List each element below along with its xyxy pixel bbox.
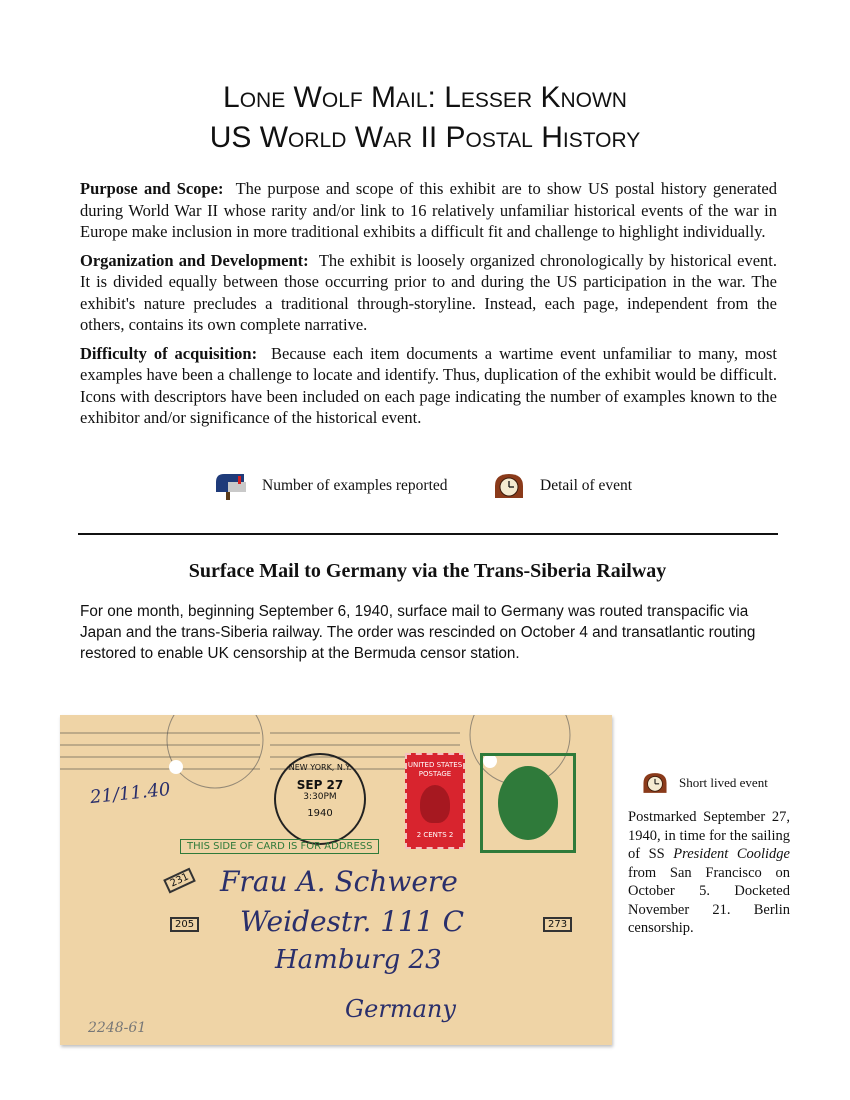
clock-icon (492, 472, 526, 500)
stamp-value: 2 CENTS 2 (416, 831, 454, 839)
postmark-year: 1940 (307, 808, 333, 819)
difficulty-paragraph (80, 343, 777, 429)
sidebar-text-end: from San Francisco on October 5. Docketed November 21. Berlin censorship. (628, 864, 790, 936)
difficulty-label: Difficulty of acquisition: (80, 343, 258, 363)
short-lived-event-legend (641, 770, 768, 796)
mailbox-icon (214, 472, 248, 500)
clock-icon (641, 770, 669, 796)
title-line-1: Lone Wolf Mail: Lesser Known (223, 81, 627, 114)
addressee-city: Hamburg 23 (275, 945, 442, 975)
address-side-banner: THIS SIDE OF CARD IS FOR ADDRESS (180, 839, 379, 854)
section-description: For one month, beginning September 6, 1940, surface mail to Germany was routed transpacific via Japan and the trans-Siberia railway. The order was rescinded on October 4 and transatlantic routing restored to enable UK censorship at the Bermuda censor station. (80, 603, 756, 662)
legend-item-examples (214, 472, 448, 500)
organization-label: Organization and Development: (80, 250, 309, 270)
legend-detail-label: Detail of event (540, 477, 633, 494)
short-lived-label: Short lived event (679, 775, 768, 790)
purpose-paragraph (80, 178, 777, 243)
postmark (274, 753, 366, 845)
postal-card-image (60, 715, 612, 1045)
legend-examples-label: Number of examples reported (262, 477, 448, 494)
ship-name: President Coolidge (673, 846, 790, 862)
stamp-text: UNITED STATES POSTAGE (407, 761, 463, 778)
purpose-label: Purpose and Scope: (80, 179, 224, 198)
purpose-text: The purpose and scope of this exhibit are to show US postal history generated during World War II whose rarity and/or link to 16 relatively unfamiliar historical events of the war in Europe make inclusion in more traditional exhibits a difficult fit and challenge to highlight individually. (80, 179, 778, 241)
intro-section (80, 178, 777, 436)
sidebar-text-start: Postmarked September 27, 1940, in time for the sailing of SS (628, 809, 790, 862)
sidebar-description (628, 808, 790, 938)
section-title: Surface Mail to Germany via the Trans-Siberia Railway (188, 560, 667, 582)
docket-note: 21/11.40 (89, 778, 172, 809)
difficulty-text: Because each item documents a wartime event unfamiliar to many, most examples have been a challenge to locate and identify. Thus, duplication of the exhibit would be difficult. Icons with descriptors have been included on each page indicating the number of examples known to the exhibitor and/or significance of the historical event. (80, 343, 777, 427)
legend-item-detail (492, 472, 632, 500)
card-reference-number: 2248-61 (88, 1020, 147, 1036)
organization-text: The exhibit is loosely organized chronologically by historical event. It is divided equally between those occurring prior to and during the US participation in the war. The exhibit's nature precludes a traditional through-storyline. Instead, each page, independent from the others, contains its own complete narrative. (80, 250, 777, 334)
censor-mark-231: 231 (163, 868, 196, 894)
postmark-time: 3:30PM (303, 792, 337, 802)
addressee-street: Weidestr. 111 C (240, 905, 465, 938)
page-title (0, 78, 850, 158)
censor-mark-273: 273 (543, 917, 572, 932)
postmark-date: SEP 27 (296, 778, 344, 792)
red-postage-stamp (405, 753, 465, 849)
stamp-portrait (420, 785, 450, 823)
green-indicium (480, 753, 576, 853)
censor-mark-205: 205 (170, 917, 199, 932)
postmark-city: NEW YORK, N.Y. (288, 763, 352, 772)
addressee-country: Germany (345, 995, 456, 1023)
addressee-name: Frau A. Schwere (220, 865, 458, 898)
organization-paragraph (80, 250, 777, 336)
section-divider (78, 533, 778, 535)
title-line-2: US World War II Postal History (209, 121, 641, 154)
